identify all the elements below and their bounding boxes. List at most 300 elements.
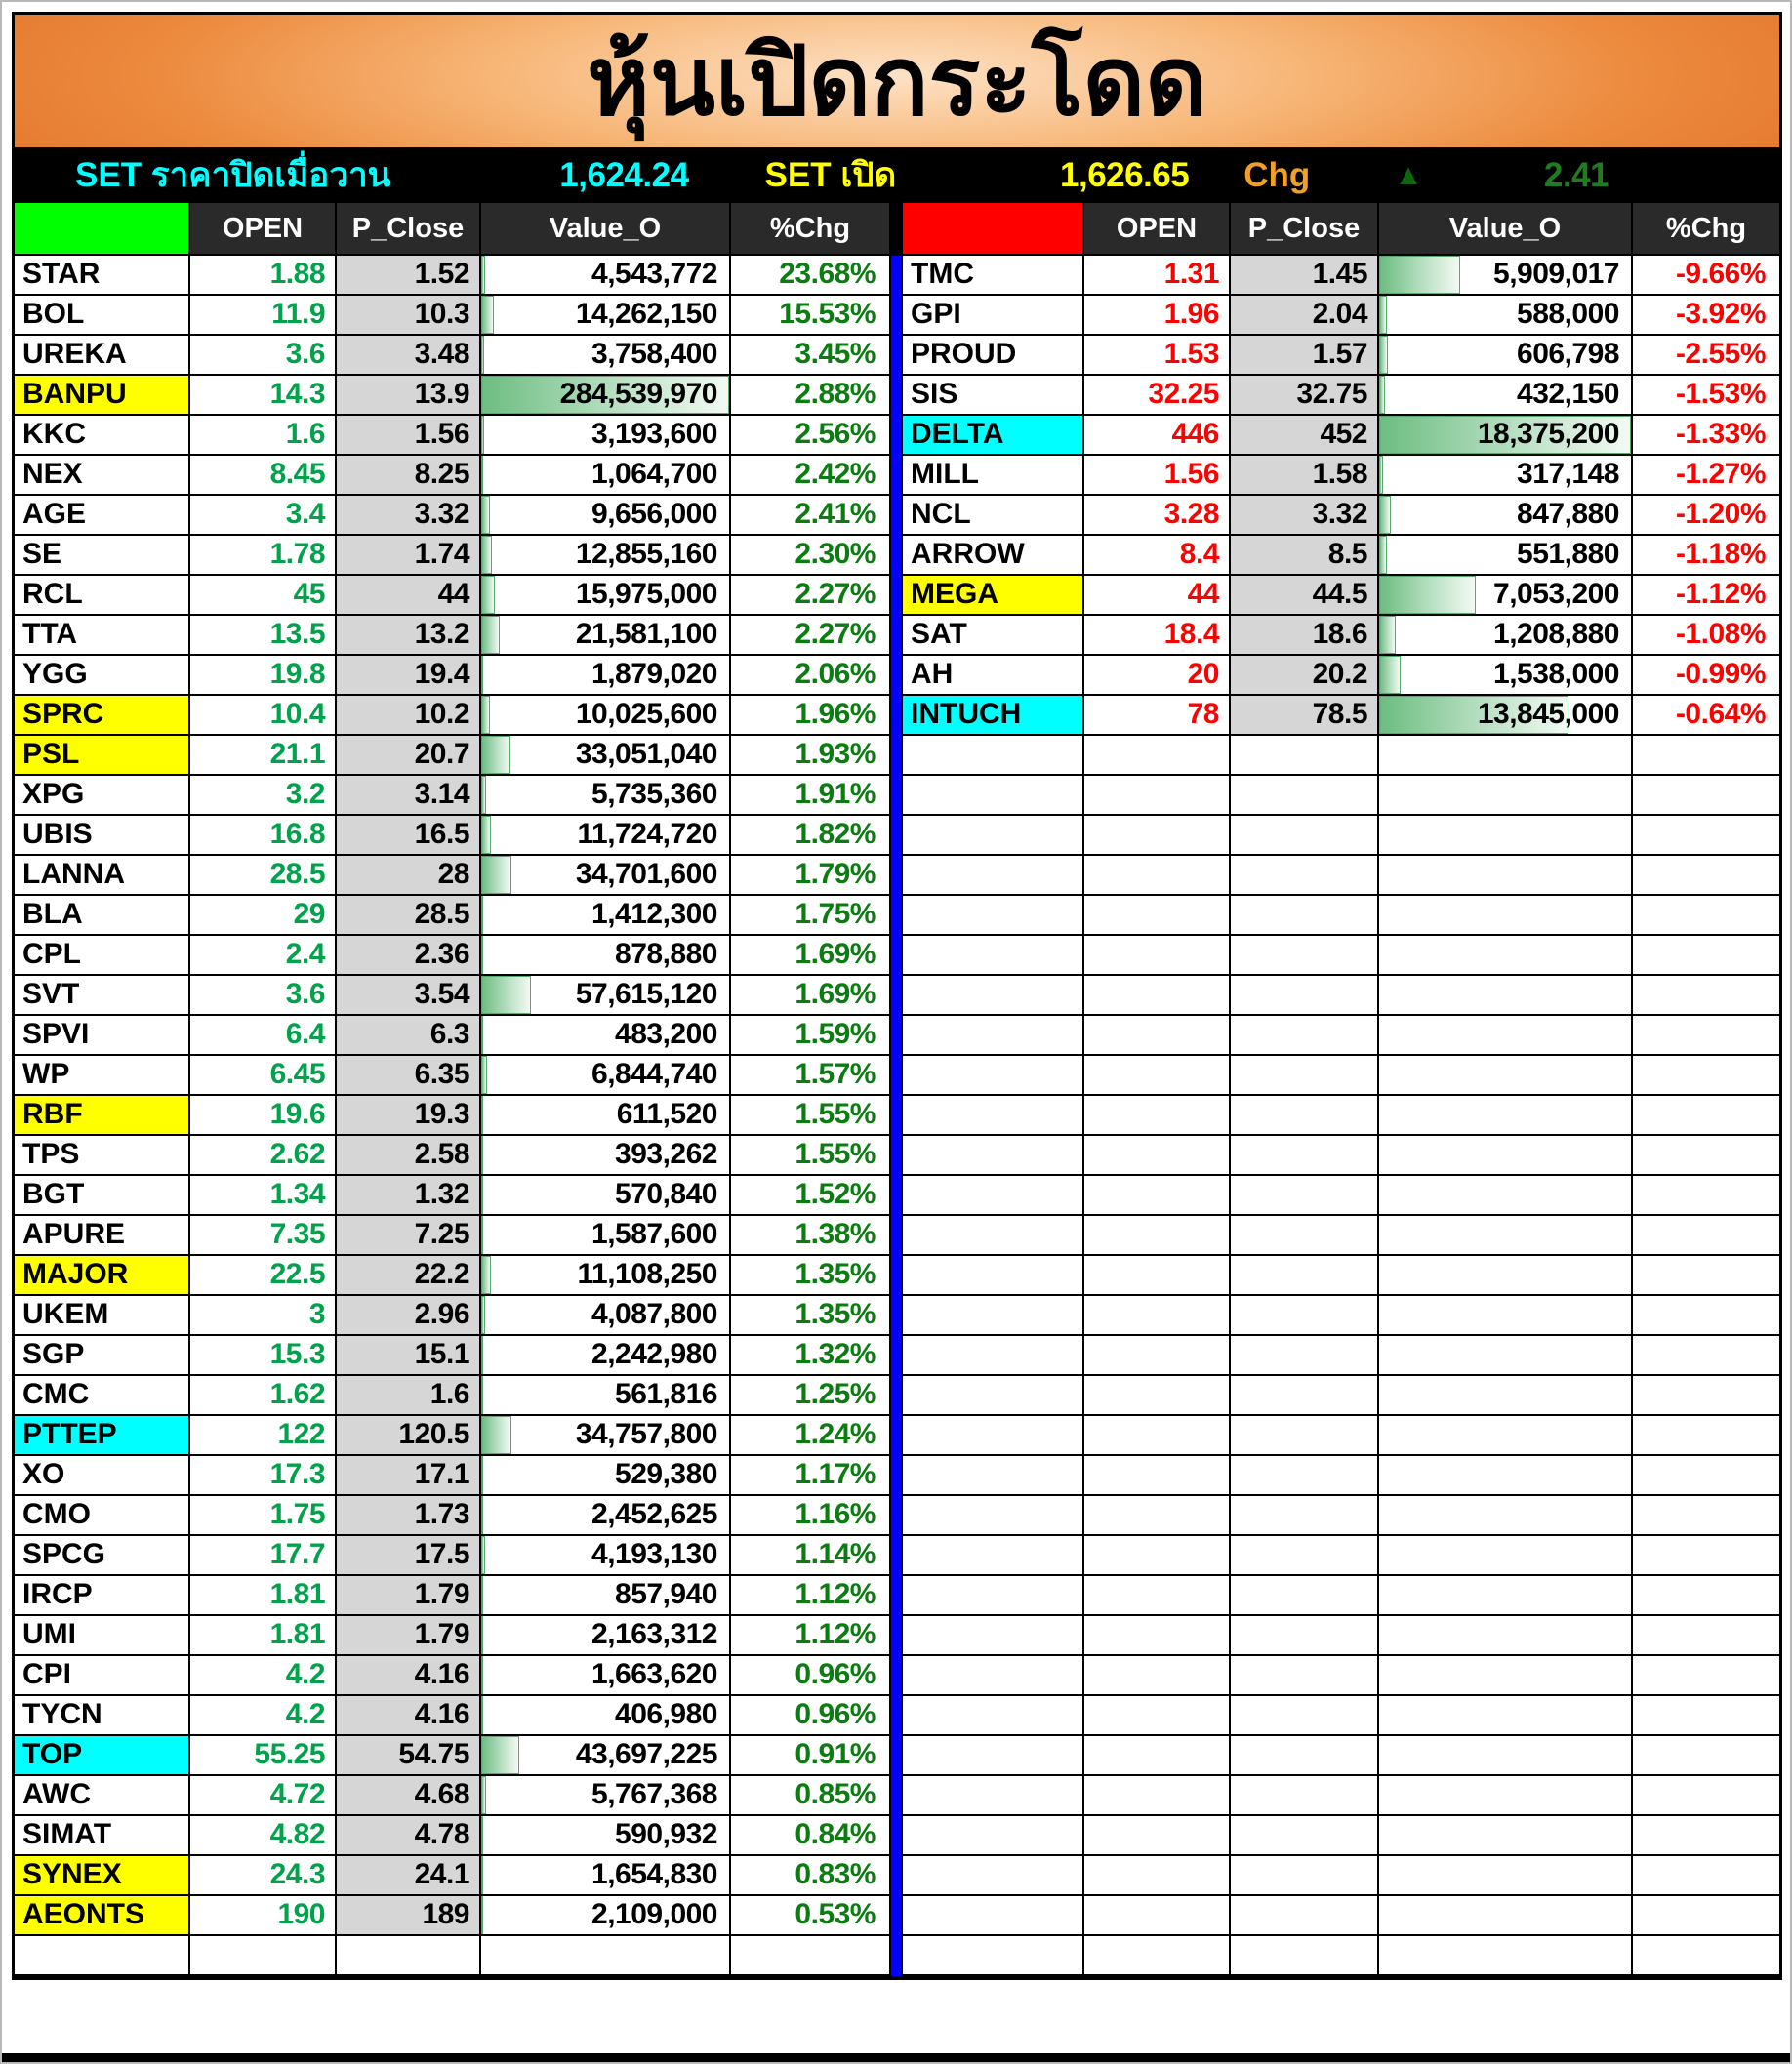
value-databar bbox=[481, 1536, 485, 1574]
value-databar bbox=[1379, 256, 1460, 294]
value-cell bbox=[1379, 1176, 1633, 1214]
table-row bbox=[15, 616, 889, 656]
pclose-cell bbox=[1231, 776, 1379, 814]
open-cell bbox=[1084, 1896, 1231, 1934]
value-cell bbox=[1379, 1536, 1633, 1574]
value-databar bbox=[481, 976, 531, 1014]
table-row bbox=[903, 1656, 1779, 1696]
value-text: 11,108,250 bbox=[577, 1258, 717, 1290]
symbol-cell: STAR bbox=[15, 256, 190, 294]
value-cell bbox=[1379, 1776, 1633, 1814]
table-row bbox=[15, 416, 889, 456]
symbol-cell bbox=[903, 1376, 1084, 1414]
open-cell: 1.75 bbox=[190, 1496, 337, 1534]
open-cell: 19.8 bbox=[190, 656, 337, 694]
symbol-cell: SIMAT bbox=[15, 1816, 190, 1854]
value-cell bbox=[1379, 1576, 1633, 1614]
pctchg-cell: 0.84% bbox=[794, 1818, 876, 1850]
value-text: 393,262 bbox=[615, 1138, 717, 1170]
pclose-cell: 1.74 bbox=[337, 536, 481, 574]
symbol-cell bbox=[903, 1456, 1084, 1494]
pctchg-cell: 2.56% bbox=[794, 418, 876, 450]
value-databar bbox=[481, 856, 511, 894]
symbol-cell bbox=[903, 936, 1084, 974]
pctchg-cell: 1.55% bbox=[794, 1098, 876, 1130]
value-cell bbox=[1379, 496, 1633, 534]
value-text: 3,193,600 bbox=[591, 418, 717, 450]
tables-area bbox=[15, 203, 1779, 1976]
table-row bbox=[903, 616, 1779, 656]
table-row bbox=[903, 936, 1779, 976]
table-row bbox=[903, 1016, 1779, 1056]
pclose-cell: 18.6 bbox=[1231, 616, 1379, 654]
pclose-cell bbox=[1231, 816, 1379, 854]
table-row bbox=[903, 776, 1779, 816]
symbol-cell: LANNA bbox=[15, 856, 190, 894]
open-cell: 55.25 bbox=[190, 1736, 337, 1774]
value-databar bbox=[481, 1456, 483, 1494]
table-divider bbox=[889, 203, 903, 1976]
pctchg-cell: 1.14% bbox=[794, 1538, 876, 1570]
symbol-cell bbox=[15, 1936, 190, 1974]
pctchg-cell: 1.17% bbox=[794, 1458, 876, 1490]
value-cell bbox=[1379, 256, 1633, 294]
content-frame bbox=[12, 12, 1782, 1980]
pctchg-cell bbox=[1633, 1816, 1779, 1854]
symbol-cell: CMC bbox=[15, 1376, 190, 1414]
open-cell: 6.4 bbox=[190, 1016, 337, 1054]
value-text: 15,975,000 bbox=[575, 578, 717, 610]
pclose-cell: 3.32 bbox=[1231, 496, 1379, 534]
pctchg-cell: 1.69% bbox=[794, 938, 876, 970]
value-text: 18,375,200 bbox=[1477, 418, 1619, 450]
col-header-open: OPEN bbox=[1084, 203, 1231, 254]
pctchg-cell: -1.08% bbox=[1675, 618, 1766, 650]
pctchg-cell bbox=[1633, 976, 1779, 1014]
symbol-cell bbox=[903, 976, 1084, 1014]
value-cell bbox=[1379, 776, 1633, 814]
value-cell bbox=[1379, 896, 1633, 934]
open-cell bbox=[1084, 1536, 1231, 1574]
symbol-cell: UKEM bbox=[15, 1296, 190, 1334]
pclose-cell: 1.6 bbox=[337, 1376, 481, 1414]
table-row bbox=[903, 336, 1779, 376]
symbol-cell: BANPU bbox=[15, 376, 190, 414]
value-cell bbox=[1379, 1256, 1633, 1294]
symbol-cell: MAJOR bbox=[15, 1256, 190, 1294]
pclose-cell bbox=[1231, 1056, 1379, 1094]
open-cell: 10.4 bbox=[190, 696, 337, 734]
value-cell bbox=[1379, 1096, 1633, 1134]
symbol-cell bbox=[903, 1696, 1084, 1734]
symbol-cell: UMI bbox=[15, 1616, 190, 1654]
value-databar bbox=[481, 656, 483, 694]
pclose-cell: 3.54 bbox=[337, 976, 481, 1014]
pctchg-cell bbox=[1633, 1776, 1779, 1814]
table-row bbox=[15, 976, 889, 1016]
open-cell: 1.56 bbox=[1084, 456, 1231, 494]
open-cell bbox=[1084, 1616, 1231, 1654]
open-cell bbox=[1084, 1416, 1231, 1454]
gainers-color-swatch bbox=[15, 203, 190, 254]
symbol-cell: APURE bbox=[15, 1216, 190, 1254]
symbol-cell: AGE bbox=[15, 496, 190, 534]
chg-value: 2.41 bbox=[1543, 155, 1609, 194]
value-cell bbox=[1379, 1896, 1633, 1934]
table-row bbox=[15, 936, 889, 976]
table-row bbox=[903, 896, 1779, 936]
pctchg-cell: 1.32% bbox=[794, 1338, 876, 1370]
open-cell bbox=[1084, 1136, 1231, 1174]
table-row bbox=[903, 816, 1779, 856]
table-row bbox=[903, 496, 1779, 536]
pctchg-cell: 1.91% bbox=[794, 778, 876, 810]
pctchg-cell bbox=[1633, 1656, 1779, 1694]
table-row bbox=[15, 456, 889, 496]
value-text: 1,879,020 bbox=[591, 658, 717, 690]
pctchg-cell: 1.35% bbox=[794, 1258, 876, 1290]
pclose-cell: 8.25 bbox=[337, 456, 481, 494]
open-cell: 78 bbox=[1084, 696, 1231, 734]
col-header-value: Value_O bbox=[1379, 203, 1633, 254]
value-text: 1,064,700 bbox=[591, 458, 717, 490]
open-cell: 16.8 bbox=[190, 816, 337, 854]
table-row bbox=[15, 256, 889, 296]
value-cell bbox=[481, 616, 731, 654]
open-cell: 4.2 bbox=[190, 1656, 337, 1694]
symbol-cell bbox=[903, 1536, 1084, 1574]
value-cell bbox=[1379, 376, 1633, 414]
open-cell: 122 bbox=[190, 1416, 337, 1454]
value-text: 4,087,800 bbox=[591, 1298, 717, 1330]
value-databar bbox=[481, 1576, 483, 1614]
value-cell bbox=[481, 1136, 731, 1174]
table-row bbox=[15, 536, 889, 576]
value-databar bbox=[481, 416, 484, 454]
value-cell bbox=[1379, 936, 1633, 974]
pctchg-cell: 2.27% bbox=[794, 618, 876, 650]
value-cell bbox=[1379, 1056, 1633, 1094]
open-cell: 6.45 bbox=[190, 1056, 337, 1094]
table-row bbox=[15, 576, 889, 616]
value-cell bbox=[481, 336, 731, 374]
value-databar bbox=[1379, 496, 1391, 534]
value-databar bbox=[481, 1216, 483, 1254]
pctchg-cell bbox=[1633, 1616, 1779, 1654]
value-cell bbox=[481, 1256, 731, 1294]
value-cell bbox=[1379, 536, 1633, 574]
open-cell bbox=[1084, 1496, 1231, 1534]
pctchg-cell bbox=[1633, 936, 1779, 974]
value-cell bbox=[481, 816, 731, 854]
pclose-cell: 44.5 bbox=[1231, 576, 1379, 614]
pclose-cell bbox=[1231, 1296, 1379, 1334]
pclose-cell: 44 bbox=[337, 576, 481, 614]
symbol-cell: TYCN bbox=[15, 1696, 190, 1734]
value-databar bbox=[481, 776, 486, 814]
symbol-cell: YGG bbox=[15, 656, 190, 694]
pctchg-cell: -1.53% bbox=[1675, 378, 1766, 410]
pctchg-cell: -1.27% bbox=[1675, 458, 1766, 490]
value-cell bbox=[481, 1856, 731, 1894]
open-cell: 1.78 bbox=[190, 536, 337, 574]
open-cell: 4.72 bbox=[190, 1776, 337, 1814]
open-cell bbox=[1084, 776, 1231, 814]
pclose-cell: 7.25 bbox=[337, 1216, 481, 1254]
symbol-cell: AEONTS bbox=[15, 1896, 190, 1934]
symbol-cell bbox=[903, 1816, 1084, 1854]
value-databar bbox=[481, 696, 490, 734]
value-text: 432,150 bbox=[1517, 378, 1619, 410]
symbol-cell bbox=[903, 1896, 1084, 1934]
open-cell bbox=[1084, 1376, 1231, 1414]
value-databar bbox=[481, 1416, 511, 1454]
table-row bbox=[15, 696, 889, 736]
symbol-cell: NCL bbox=[903, 496, 1084, 534]
open-cell bbox=[1084, 856, 1231, 894]
value-text: 878,880 bbox=[615, 938, 717, 970]
symbol-cell: CPI bbox=[15, 1656, 190, 1694]
open-cell: 3.6 bbox=[190, 336, 337, 374]
table-row bbox=[903, 1456, 1779, 1496]
symbol-cell: GPI bbox=[903, 296, 1084, 334]
set-open-label: SET เปิด bbox=[764, 156, 897, 194]
open-cell bbox=[1084, 1096, 1231, 1134]
symbol-cell: SGP bbox=[15, 1336, 190, 1374]
pclose-cell bbox=[1231, 856, 1379, 894]
value-cell bbox=[1379, 1216, 1633, 1254]
table-row bbox=[903, 376, 1779, 416]
value-cell bbox=[481, 1536, 731, 1574]
page-title: หุ้นเปิดกระโดด bbox=[587, 27, 1207, 135]
table-row bbox=[903, 656, 1779, 696]
table-row bbox=[903, 1496, 1779, 1536]
value-text: 2,163,312 bbox=[591, 1618, 717, 1650]
pctchg-cell: -2.55% bbox=[1675, 338, 1766, 370]
value-text: 590,932 bbox=[615, 1818, 717, 1850]
symbol-cell bbox=[903, 1776, 1084, 1814]
symbol-cell bbox=[903, 1136, 1084, 1174]
value-text: 2,109,000 bbox=[591, 1898, 717, 1930]
table-row bbox=[903, 1776, 1779, 1816]
symbol-cell: MEGA bbox=[903, 576, 1084, 614]
table-row bbox=[903, 1256, 1779, 1296]
value-text: 34,701,600 bbox=[575, 858, 717, 890]
value-databar bbox=[481, 1136, 483, 1174]
value-databar bbox=[1379, 376, 1385, 414]
open-cell bbox=[1084, 1776, 1231, 1814]
symbol-cell: PSL bbox=[15, 736, 190, 774]
symbol-cell bbox=[903, 776, 1084, 814]
value-cell bbox=[481, 1896, 731, 1934]
symbol-cell: SPVI bbox=[15, 1016, 190, 1054]
pclose-cell: 19.4 bbox=[337, 656, 481, 694]
value-cell bbox=[1379, 576, 1633, 614]
open-cell bbox=[1084, 1456, 1231, 1494]
pclose-cell bbox=[1231, 1016, 1379, 1054]
value-cell bbox=[1379, 1936, 1633, 1974]
symbol-cell: BLA bbox=[15, 896, 190, 934]
pclose-cell: 1.73 bbox=[337, 1496, 481, 1534]
symbol-cell: SE bbox=[15, 536, 190, 574]
pctchg-cell: -1.18% bbox=[1675, 538, 1766, 570]
pclose-cell: 17.1 bbox=[337, 1456, 481, 1494]
pctchg-cell bbox=[1633, 1696, 1779, 1734]
value-text: 1,663,620 bbox=[591, 1658, 717, 1690]
symbol-cell: PROUD bbox=[903, 336, 1084, 374]
pctchg-cell bbox=[1633, 1376, 1779, 1414]
pclose-cell: 20.2 bbox=[1231, 656, 1379, 694]
value-cell bbox=[1379, 1136, 1633, 1174]
value-text: 551,880 bbox=[1517, 538, 1619, 570]
pctchg-cell: 1.12% bbox=[794, 1578, 876, 1610]
value-cell bbox=[1379, 976, 1633, 1014]
table-row bbox=[903, 1416, 1779, 1456]
value-databar bbox=[481, 896, 483, 934]
pclose-cell bbox=[1231, 1136, 1379, 1174]
open-cell: 14.3 bbox=[190, 376, 337, 414]
pclose-cell: 1.79 bbox=[337, 1576, 481, 1614]
value-databar bbox=[1379, 456, 1383, 494]
open-cell: 3.28 bbox=[1084, 496, 1231, 534]
table-row bbox=[15, 1216, 889, 1256]
pctchg-cell bbox=[1633, 1016, 1779, 1054]
symbol-cell: XO bbox=[15, 1456, 190, 1494]
value-cell bbox=[1379, 656, 1633, 694]
col-header-value: Value_O bbox=[481, 203, 731, 254]
table-row bbox=[903, 576, 1779, 616]
open-cell bbox=[1084, 1056, 1231, 1094]
pclose-cell: 2.36 bbox=[337, 936, 481, 974]
open-cell: 44 bbox=[1084, 576, 1231, 614]
table-row bbox=[903, 856, 1779, 896]
pclose-cell: 189 bbox=[337, 1896, 481, 1934]
value-text: 406,980 bbox=[615, 1698, 717, 1730]
open-cell bbox=[1084, 1936, 1231, 1974]
table-row bbox=[903, 1376, 1779, 1416]
pclose-cell: 15.1 bbox=[337, 1336, 481, 1374]
pctchg-cell: 2.88% bbox=[794, 378, 876, 410]
symbol-cell: ARROW bbox=[903, 536, 1084, 574]
pctchg-cell bbox=[1633, 1096, 1779, 1134]
symbol-cell: PTTEP bbox=[15, 1416, 190, 1454]
value-cell bbox=[1379, 616, 1633, 654]
open-cell bbox=[1084, 1736, 1231, 1774]
table-row bbox=[903, 536, 1779, 576]
pctchg-cell: 0.83% bbox=[794, 1858, 876, 1890]
pclose-cell bbox=[1231, 1896, 1379, 1934]
table-row bbox=[903, 1176, 1779, 1216]
table-row bbox=[903, 1136, 1779, 1176]
value-text: 57,615,120 bbox=[575, 978, 717, 1010]
pclose-cell bbox=[1231, 1496, 1379, 1534]
pctchg-cell: 2.27% bbox=[794, 578, 876, 610]
table-row bbox=[15, 1616, 889, 1656]
value-cell bbox=[1379, 1616, 1633, 1654]
symbol-cell bbox=[903, 1016, 1084, 1054]
pclose-cell: 2.96 bbox=[337, 1296, 481, 1334]
value-cell bbox=[481, 1496, 731, 1534]
value-text: 43,697,225 bbox=[575, 1738, 717, 1770]
value-text: 2,452,625 bbox=[591, 1498, 717, 1530]
symbol-cell bbox=[903, 1496, 1084, 1534]
pctchg-cell: 0.96% bbox=[794, 1698, 876, 1730]
value-text: 857,940 bbox=[615, 1578, 717, 1610]
table-row bbox=[15, 656, 889, 696]
value-cell bbox=[1379, 1496, 1633, 1534]
value-text: 33,051,040 bbox=[575, 738, 717, 770]
open-cell: 17.7 bbox=[190, 1536, 337, 1574]
table-row bbox=[15, 1736, 889, 1776]
pctchg-cell: 0.53% bbox=[794, 1898, 876, 1930]
value-cell bbox=[481, 1336, 731, 1374]
value-databar bbox=[481, 1896, 483, 1934]
symbol-cell bbox=[903, 1216, 1084, 1254]
value-databar bbox=[481, 1096, 483, 1134]
symbol-cell: SVT bbox=[15, 976, 190, 1014]
symbol-cell: INTUCH bbox=[903, 696, 1084, 734]
value-cell bbox=[481, 456, 731, 494]
table-row bbox=[15, 1896, 889, 1936]
value-databar bbox=[1379, 656, 1401, 694]
bottom-bar bbox=[2, 2053, 1790, 2062]
pclose-cell bbox=[1231, 1696, 1379, 1734]
symbol-cell: DELTA bbox=[903, 416, 1084, 454]
table-row bbox=[15, 776, 889, 816]
value-cell bbox=[1379, 736, 1633, 774]
symbol-cell bbox=[903, 1736, 1084, 1774]
symbol-cell bbox=[903, 1256, 1084, 1294]
value-cell bbox=[481, 1936, 731, 1974]
value-cell bbox=[1379, 1696, 1633, 1734]
pclose-cell: 24.1 bbox=[337, 1856, 481, 1894]
divider-blue-bar bbox=[889, 256, 903, 1976]
open-cell: 3 bbox=[190, 1296, 337, 1334]
pclose-cell: 19.3 bbox=[337, 1096, 481, 1134]
value-databar bbox=[481, 816, 491, 854]
pclose-cell: 22.2 bbox=[337, 1256, 481, 1294]
value-databar bbox=[481, 336, 484, 374]
value-databar bbox=[481, 536, 492, 574]
value-cell bbox=[481, 1456, 731, 1494]
value-cell bbox=[1379, 1016, 1633, 1054]
open-cell bbox=[1084, 1216, 1231, 1254]
pclose-cell bbox=[1231, 1776, 1379, 1814]
pctchg-cell bbox=[1633, 1856, 1779, 1894]
pctchg-cell: 1.16% bbox=[794, 1498, 876, 1530]
pctchg-cell: 1.55% bbox=[794, 1138, 876, 1170]
value-databar bbox=[481, 296, 494, 334]
pclose-cell bbox=[1231, 1456, 1379, 1494]
pctchg-cell: 1.24% bbox=[794, 1418, 876, 1450]
symbol-cell: TTA bbox=[15, 616, 190, 654]
table-row bbox=[903, 1736, 1779, 1776]
open-cell bbox=[1084, 1656, 1231, 1694]
table-row bbox=[15, 1536, 889, 1576]
symbol-cell: SIS bbox=[903, 376, 1084, 414]
col-header-pctchg: %Chg bbox=[769, 212, 851, 244]
table-row bbox=[15, 1416, 889, 1456]
table-row bbox=[15, 1256, 889, 1296]
pctchg-cell: 1.25% bbox=[794, 1378, 876, 1410]
value-text: 847,880 bbox=[1517, 498, 1619, 530]
pctchg-cell bbox=[1633, 856, 1779, 894]
table-row bbox=[903, 696, 1779, 736]
up-triangle-icon: ▲ bbox=[1394, 158, 1423, 191]
open-cell bbox=[1084, 896, 1231, 934]
symbol-cell: WP bbox=[15, 1056, 190, 1094]
symbol-cell bbox=[903, 1096, 1084, 1134]
